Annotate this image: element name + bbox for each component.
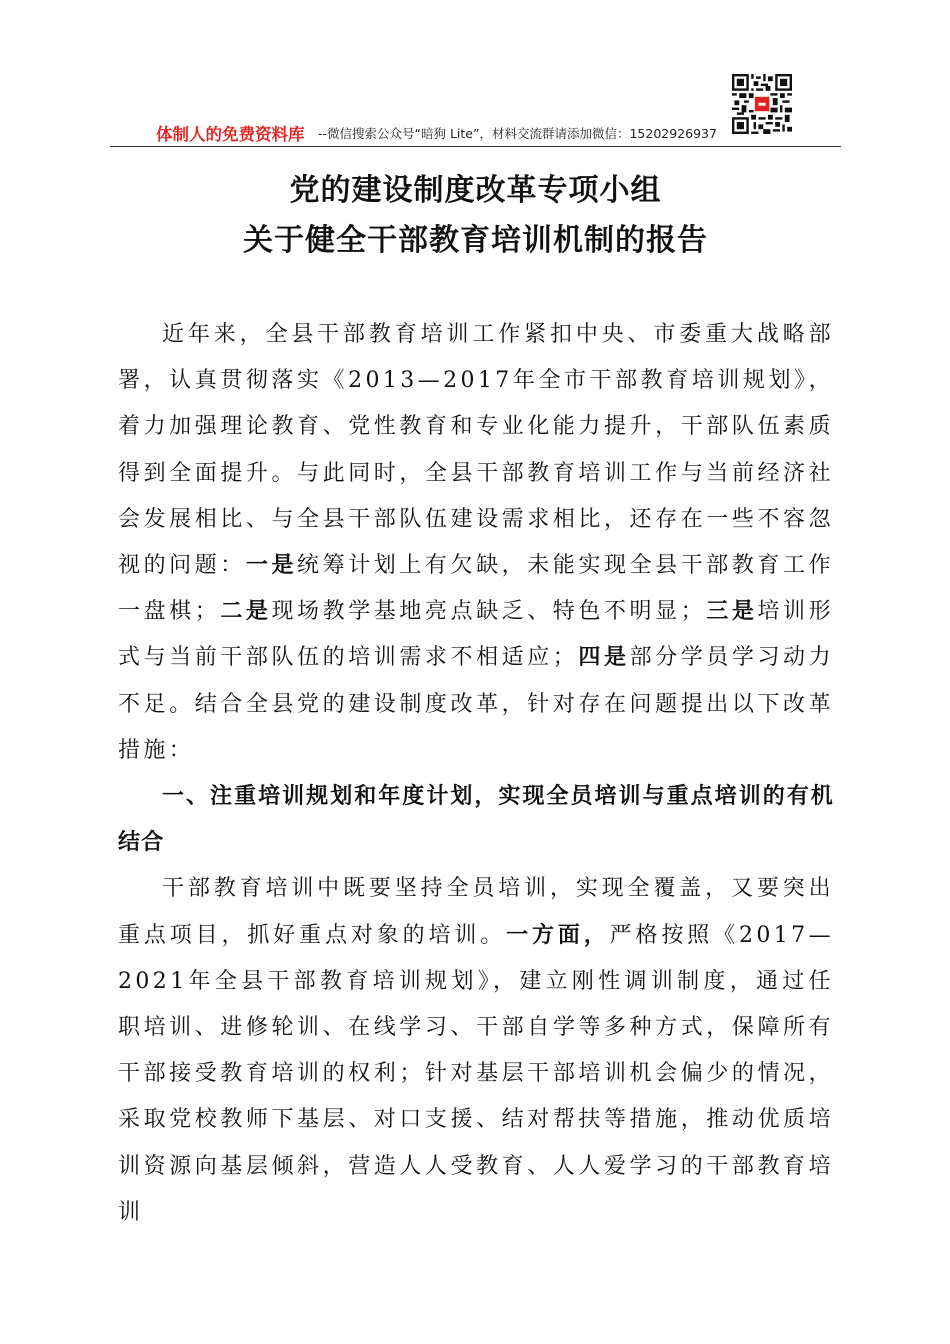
point-label-3: 三是 [706, 599, 758, 625]
intro-text-1: 近年来，全县干部教育培训工作紧扣中央、市委重大战略部署，认真贯彻落实《2013—2017年全市干部教育培训规划》，着力加强理论教育、党性教育和专业化能力提升，干部队伍素质得到全面提升。与此同时，全县干部教育培训工作与当前经济社会发展相比、与全县干部队伍建设需求相比，还存在一些不容忽视的问题： [118, 322, 834, 579]
intro-text-4: 培训形式与当前干部队伍的培训需求不相适应； [118, 599, 834, 671]
header-divider [110, 146, 841, 147]
point-label-2: 二是 [220, 599, 272, 625]
header-tagline: --微信搜索公众号“暗狗 Lite”，材料交流群请添加微信：15202926937 [318, 126, 717, 141]
page-header [110, 118, 840, 148]
page-title-line-1: 党的建设制度改革专项小组 [289, 173, 662, 208]
intro-text-5: 部分学员学习动力不足。结合全县党的建设制度改革，针对存在问题提出以下改革措施： [118, 645, 835, 763]
emphasis-label: 一方面， [506, 922, 610, 948]
qr-code-icon [732, 74, 792, 134]
brand-label: 体制人的免费资料库 [156, 125, 305, 144]
point-label-4: 四是 [578, 645, 630, 671]
section1-text-1: 干部教育培训中既要坚持全员培训，实现全覆盖，又要突出重点项目，抓好重点对象的培训。 [118, 876, 834, 948]
intro-text-3: 现场教学基地亮点缺乏、特色不明显； [271, 599, 707, 625]
point-label-1: 一是 [245, 553, 298, 579]
section-heading-1: 一、注重培训规划和年度计划，实现全员培训与重点培训的有机结合 [118, 784, 834, 856]
paragraph-section-1 [118, 866, 834, 1236]
paragraph-intro [118, 312, 834, 774]
page-title-line-2: 关于健全干部教育培训机制的报告 [243, 223, 708, 258]
intro-text-2: 统筹计划上有欠缺，未能实现全县干部教育工作一盘棋； [118, 553, 834, 625]
document-body [118, 312, 834, 1236]
section1-text-2: 严格按照《2017—2021年全县干部教育培训规划》，建立刚性调训制度，通过任职培训、进修轮训、在线学习、干部自学等多种方式，保障所有干部接受教育培训的权利；针对基层干部培训机会偏少的情况，采取党校教师下基层、对口支援、结对帮扶等措施，推动优质培训资源向基层倾斜，营造人人受教育、人人爱学习的干部教育培训 [118, 922, 834, 1225]
